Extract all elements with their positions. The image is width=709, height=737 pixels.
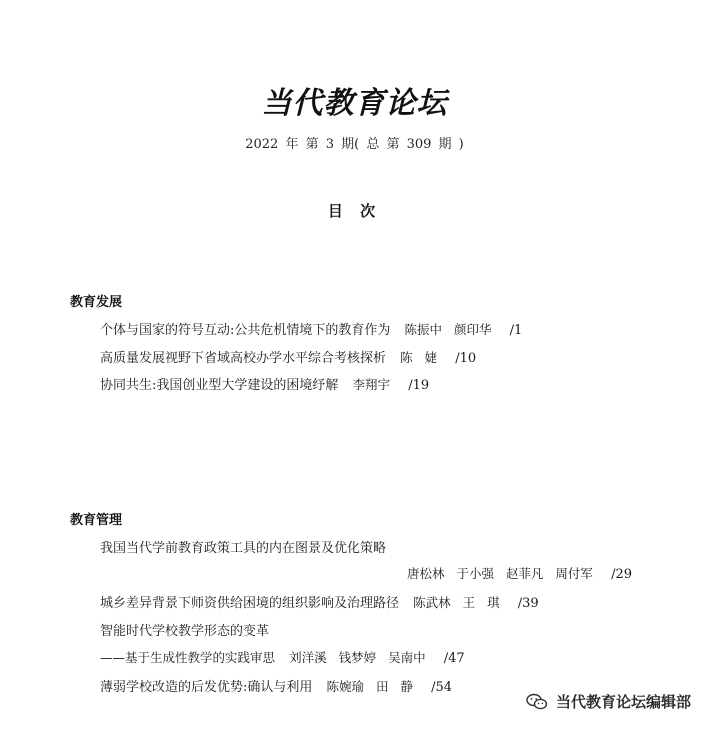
toc-entry-title-line[interactable] [100,620,269,639]
entry-title: 个体与国家的符号互动:公共危机情境下的教育作为 [100,323,391,338]
entry-title: 我国当代学前教育政策工具的内在图景及优化策略 [100,541,387,556]
entry-authors: 陈振中 颜印华 [404,322,492,337]
watermark-label: 当代教育论坛编辑部 [555,693,691,711]
entry-page: /39 [517,596,539,611]
entry-title: 智能时代学校教学形态的变革 [100,624,270,639]
wechat-icon [526,693,548,711]
entry-page: /10 [455,351,477,366]
entry-authors: 陈武林 王 琪 [413,595,500,610]
toc-heading: 目 次 [327,202,382,220]
entry-title: 高质量发展视野下省域高校办学水平综合考核探析 [100,351,387,366]
toc-entry[interactable] [100,374,429,393]
wechat-watermark [526,691,691,712]
toc-entry-subtitle-line [100,648,465,666]
entry-title: 城乡差异背景下师资供给困境的组织影响及治理路径 [100,596,400,611]
entry-authors: 李翔宇 [352,377,391,392]
toc-entry[interactable] [100,347,476,366]
toc-entry-title-line[interactable] [100,537,386,556]
entry-page: /47 [443,651,465,666]
entry-authors: 唐松林 于小强 赵菲凡 周付军 [407,566,593,581]
entry-title: 协同共生:我国创业型大学建设的困境纾解 [100,378,339,393]
journal-title: 当代教育论坛 [261,86,448,121]
entry-page: /19 [408,378,430,393]
section-title-education-development: 教育发展 [70,295,123,310]
entry-authors: 刘洋溪 钱梦婷 吴南中 [289,650,426,665]
entry-title: 薄弱学校改造的后发优势:确认与利用 [100,680,313,695]
entry-page: /29 [611,567,632,582]
entry-authors: 陈 婕 [400,350,438,365]
toc-entry-authors-line [397,564,632,582]
toc-entry[interactable] [100,319,522,338]
entry-page: /1 [509,323,523,338]
issue-line: 2022 年 第 3 期( 总 第 309 期 ) [245,137,464,152]
section-title-education-management: 教育管理 [70,513,123,528]
entry-authors: 陈婉瑜 田 静 [326,679,413,694]
toc-entry[interactable] [100,592,539,611]
entry-page: /54 [431,680,453,695]
entry-subtitle: ——基于生成性教学的实践审思 [100,650,276,665]
toc-entry[interactable] [100,676,452,695]
